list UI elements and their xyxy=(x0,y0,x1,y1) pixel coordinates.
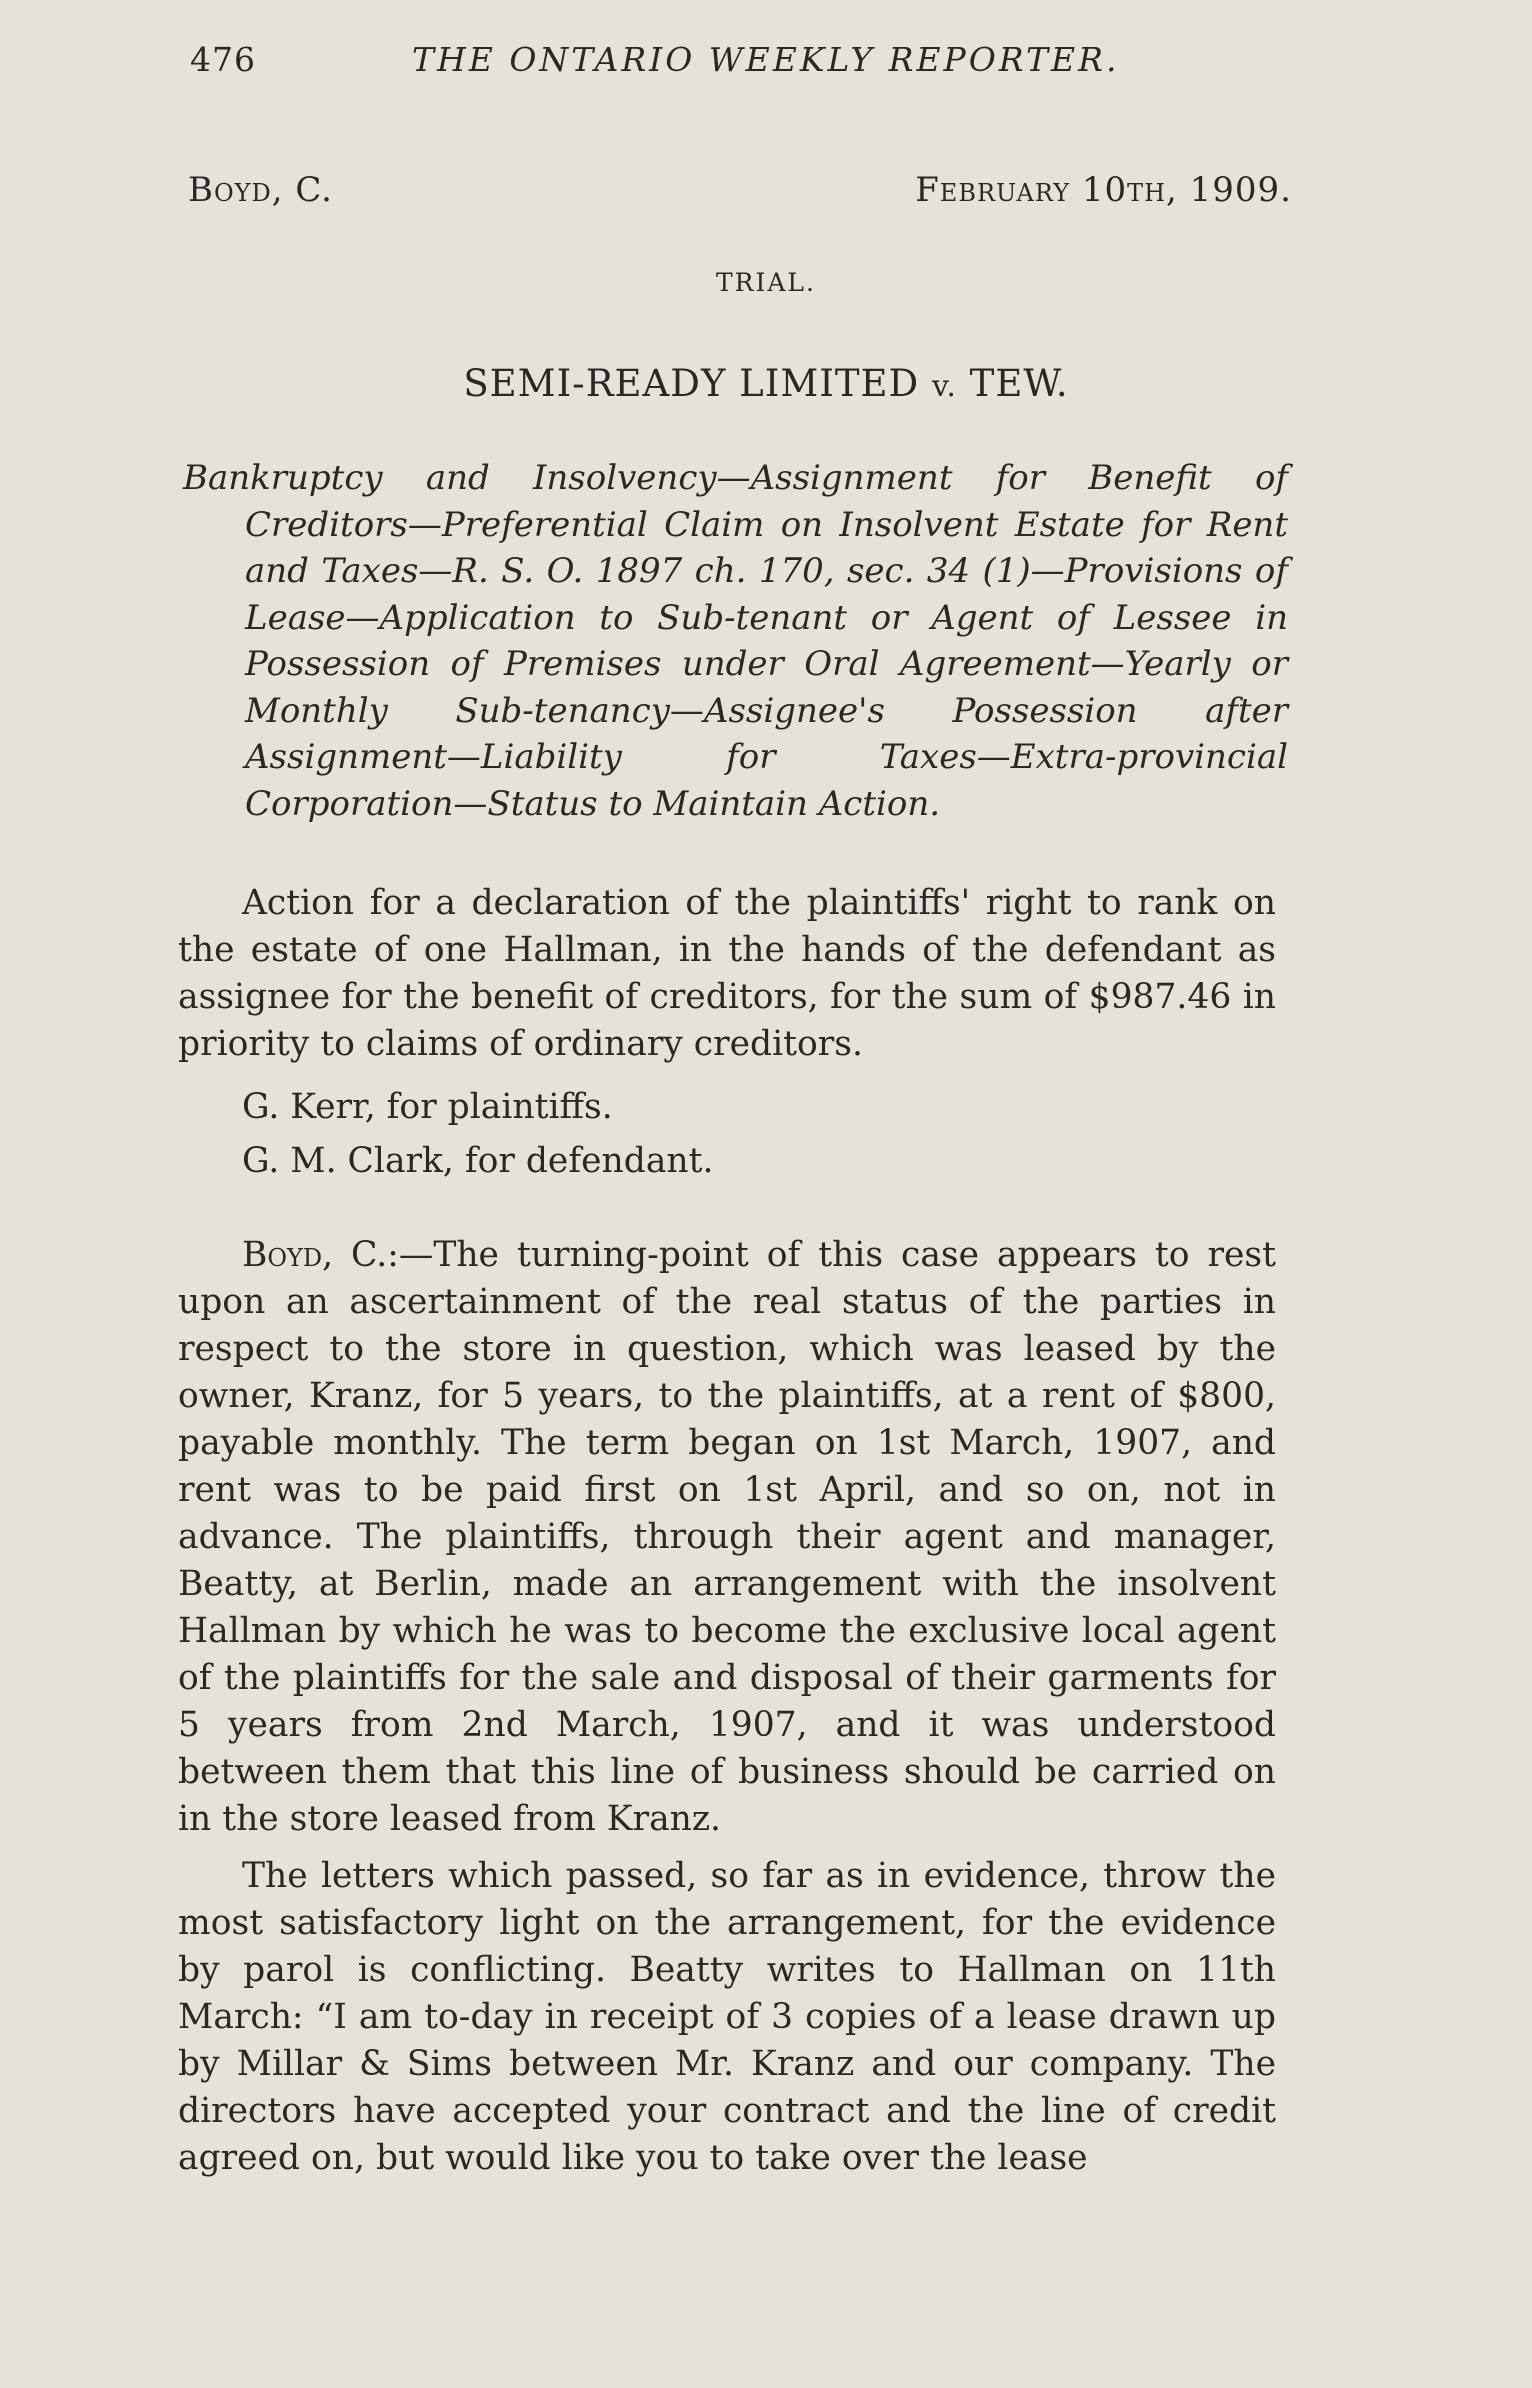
action-section xyxy=(178,880,1276,1068)
plaintiff-name: SEMI-READY LIMITED xyxy=(463,362,920,405)
counsel-plaintiffs: G. Kerr, for plaintiffs. xyxy=(242,1087,613,1127)
defendant-name: TEW. xyxy=(969,362,1069,405)
judgment-paragraph-1-text: :—The turning-point of this case appears to rest upon an ascertainment of the real status of the parties in respect to the store in question, which was leased by the owner, Kranz, for 5 years, to the plaintiffs, at a rent of $800, payable monthly. The term began on 1st March, 1907, and rent was to be paid first on 1st April, and so on, not in advance. The plaintiffs, through their agent and manager, Beatty, at Berlin, made an arrangement with the insolvent Hallman by which he was to become the exclusive local agent of the plaintiffs for the sale and disposal of their garments for 5 years from 2nd March, 1907, and it was understood between them that this line of business should be carried on in the store leased from Kranz. xyxy=(178,1235,1276,1839)
action-paragraph: Action for a declaration of the plaintiffs' right to rank on the estate of one Hallman, in the hands of the defendant as assignee for the benefit of creditors, for the sum of $987.46 in priority to claims of ordinary creditors. xyxy=(178,883,1276,1064)
court-label: TRIAL. xyxy=(716,268,816,297)
versus: v. xyxy=(931,369,957,404)
date-line: February 10th, 1909. xyxy=(915,170,1292,210)
judgment-text xyxy=(178,1232,1276,2192)
case-title xyxy=(0,362,1532,405)
judge-line: Boyd, C. xyxy=(188,170,333,210)
judgment-judge: Boyd, C. xyxy=(242,1235,388,1275)
counsel-list xyxy=(242,1080,713,1188)
judgment-paragraph-1 xyxy=(178,1232,1276,1843)
judgment-paragraph-2: The letters which passed, so far as in evidence, throw the most satisfactory light on the arrangement, for the evidence by parol is conflicting. Beatty writes to Hallman on 11th March: “I am to-day in receipt of 3 copies of a lease drawn up by Millar & Sims between Mr. Kranz and our company. The directors have accepted your contract and the line of credit agreed on, but would like you to take over the lease xyxy=(178,1856,1276,2178)
running-title: THE ONTARIO WEEKLY REPORTER. xyxy=(412,40,1120,79)
page-number: 476 xyxy=(190,40,256,79)
counsel-defendant: G. M. Clark, for defendant. xyxy=(242,1141,714,1181)
headnote: Bankruptcy and Insolvency—Assignment for Benefit of Creditors—Preferential Claim on Insolvent Estate for Rent and Taxes—R. S. O. 1897 ch. 170, sec. 34 (1)—Provisions of Lease—Application to Sub-tenant or Agent of Lessee in Possession of Premises under Oral Agreement—Yearly or Monthly Sub-tenancy—Assignee's Possession after Assignment—Liability for Taxes—Extra-provincial Corporation—Status to Maintain Action. xyxy=(183,458,1288,824)
